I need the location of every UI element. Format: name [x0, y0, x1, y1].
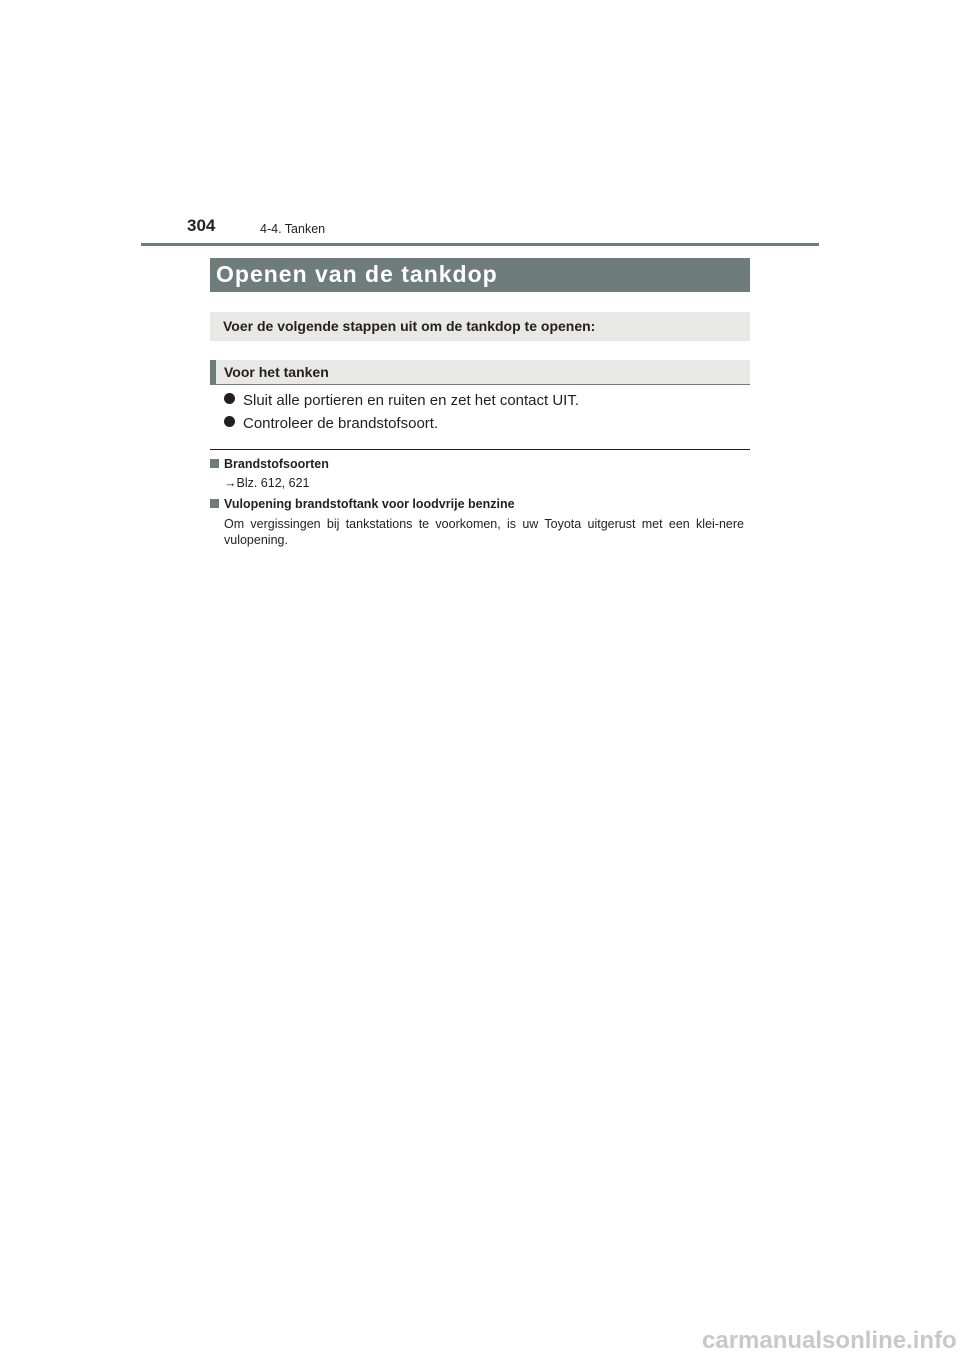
- page-number: 304: [187, 216, 216, 235]
- note-title-text: Brandstofsoorten: [224, 457, 329, 471]
- watermark: carmanualsonline.info: [702, 1327, 957, 1354]
- subheading: Voor het tanken: [224, 364, 329, 380]
- square-bullet-icon: [210, 459, 219, 468]
- header-divider: [141, 243, 819, 246]
- square-bullet-icon: [210, 499, 219, 508]
- section-breadcrumb: 4-4. Tanken: [260, 222, 326, 236]
- note-title: [210, 497, 515, 511]
- step-text: Controleer de brandstofsoort.: [243, 415, 439, 432]
- step-text: Sluit alle portieren en ruiten en zet het contact UIT.: [243, 392, 580, 409]
- bullet-icon: [224, 416, 235, 427]
- step-item: [224, 392, 579, 409]
- section-title-bar: [210, 258, 750, 292]
- note-reference-link[interactable]: →Blz. 612, 621: [224, 476, 310, 490]
- info-divider: [210, 449, 750, 450]
- bullet-icon: [224, 393, 235, 404]
- subheading-accent: [210, 360, 216, 384]
- note-title: [210, 457, 329, 471]
- note-title-text: Vulopening brandstoftank voor loodvrije benzine: [224, 497, 515, 511]
- intro-box: [210, 312, 750, 341]
- note-body: Om vergissingen bij tankstations te voorkomen, is uw Toyota uitgerust met een klei-nere vulopening.: [224, 517, 744, 547]
- page-title: Openen van de tankdop: [216, 261, 498, 287]
- step-item: [224, 415, 438, 432]
- intro-text: Voer de volgende stappen uit om de tankdop te openen:: [223, 318, 596, 334]
- subheading-box: [210, 360, 750, 385]
